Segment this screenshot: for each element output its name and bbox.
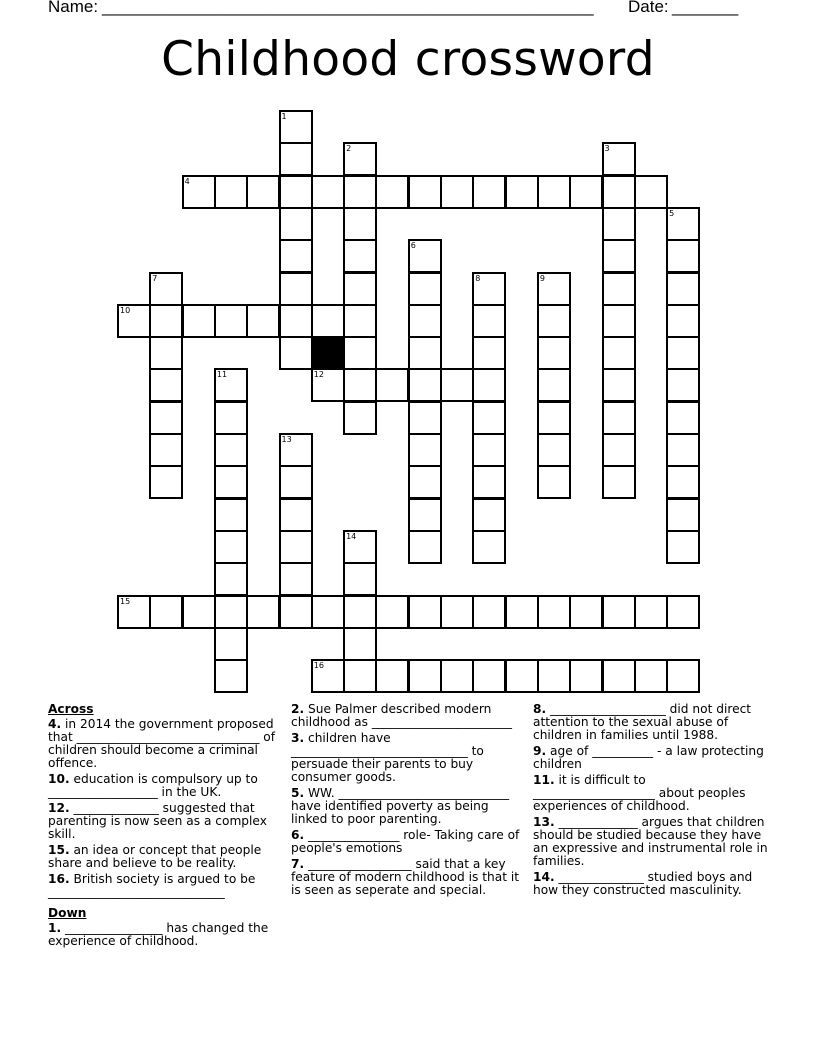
clue-text: WW. ____________________________ have identified poverty as being linked to poor parenting. <box>291 786 510 826</box>
crossword-cell[interactable] <box>537 272 571 306</box>
crossword-cell[interactable] <box>246 304 280 338</box>
crossword-cell[interactable] <box>343 175 377 209</box>
clue-item <box>533 871 771 897</box>
crossword-cell[interactable] <box>472 336 506 370</box>
crossword-cell[interactable] <box>602 272 636 306</box>
clue-number-label: 7 <box>152 273 158 283</box>
crossword-cell[interactable] <box>634 659 668 693</box>
crossword-cell[interactable] <box>666 498 700 532</box>
crossword-cell[interactable] <box>472 659 506 693</box>
clue-item <box>48 718 278 770</box>
crossword-cell[interactable] <box>537 465 571 499</box>
crossword-cell[interactable] <box>602 659 636 693</box>
crossword-cell[interactable] <box>602 336 636 370</box>
clue-number: 14. <box>533 870 555 884</box>
crossword-cell[interactable] <box>472 498 506 532</box>
crossword-cell[interactable] <box>440 659 474 693</box>
crossword-cell[interactable] <box>311 368 345 402</box>
crossword-cell[interactable] <box>279 530 313 564</box>
clue-number-label: 10 <box>120 305 131 315</box>
clue-item <box>48 844 278 870</box>
clue-text: British society is argued to be _____________________________ <box>48 872 256 899</box>
clue-text: ___________________ did not direct attention to the sexual abuse of children in families until 1988. <box>533 702 752 742</box>
clue-number-label: 3 <box>604 144 610 154</box>
crossword-cell[interactable] <box>440 368 474 402</box>
clue-number: 3. <box>291 731 305 745</box>
crossword-cell[interactable] <box>214 595 248 629</box>
clue-item <box>291 703 526 729</box>
clue-number-label: 6 <box>410 241 416 251</box>
crossword-cell[interactable] <box>472 272 506 306</box>
crossword-cell[interactable] <box>343 627 377 661</box>
crossword-cell[interactable] <box>537 336 571 370</box>
crossword-cell[interactable] <box>408 595 442 629</box>
clue-number: 15. <box>48 843 70 857</box>
crossword-cell[interactable] <box>311 175 345 209</box>
crossword-cell[interactable] <box>375 659 409 693</box>
clue-number-label: 12 <box>313 370 324 380</box>
crossword-cell[interactable] <box>182 595 216 629</box>
clue-text: age of __________ - a law protecting children <box>533 744 764 771</box>
crossword-cell[interactable] <box>408 465 442 499</box>
crossword-cell[interactable] <box>375 368 409 402</box>
clue-item <box>533 745 771 771</box>
clue-number-label: 16 <box>313 661 324 671</box>
crossword-cell[interactable] <box>505 659 539 693</box>
clue-item <box>48 773 278 799</box>
crossword-cell[interactable] <box>408 304 442 338</box>
crossword-cell[interactable] <box>666 659 700 693</box>
crossword-cell[interactable] <box>149 368 183 402</box>
clue-item <box>48 802 278 841</box>
date-label: Date: <box>628 0 669 16</box>
crossword-cell[interactable] <box>602 207 636 241</box>
crossword-cell[interactable] <box>214 304 248 338</box>
clue-number-label: 2 <box>346 144 352 154</box>
crossword-cell[interactable] <box>602 239 636 273</box>
crossword-cell[interactable] <box>408 401 442 435</box>
crossword-cell[interactable] <box>343 336 377 370</box>
crossword-cell[interactable] <box>505 175 539 209</box>
crossword-cell[interactable] <box>505 595 539 629</box>
crossword-cell[interactable] <box>666 368 700 402</box>
crossword-cell[interactable] <box>666 336 700 370</box>
clue-number: 13. <box>533 815 555 829</box>
crossword-cell[interactable] <box>214 627 248 661</box>
across-heading: Across <box>48 702 94 716</box>
crossword-cell[interactable] <box>602 142 636 176</box>
crossword-cell[interactable] <box>408 368 442 402</box>
crossword-cell[interactable] <box>408 175 442 209</box>
crossword-cell[interactable] <box>279 498 313 532</box>
crossword-cell[interactable] <box>569 659 603 693</box>
crossword-cell[interactable] <box>117 595 151 629</box>
crossword-cell[interactable] <box>602 465 636 499</box>
crossword-cell[interactable] <box>343 530 377 564</box>
crossword-cell[interactable] <box>311 304 345 338</box>
crossword-cell[interactable] <box>182 304 216 338</box>
clue-text: it is difficult to ____________________ about peoples experiences of childhood. <box>533 773 746 813</box>
clue-text: education is compulsory up to __________________ in the UK. <box>48 772 258 799</box>
crossword-cell[interactable] <box>343 142 377 176</box>
crossword-cell[interactable] <box>472 530 506 564</box>
clue-item <box>291 829 526 855</box>
crossword-cell[interactable] <box>214 498 248 532</box>
crossword-cell[interactable] <box>343 304 377 338</box>
crossword-cell[interactable] <box>537 433 571 467</box>
crossword-cell[interactable] <box>117 304 151 338</box>
crossword-cell[interactable] <box>343 368 377 402</box>
crossword-cell[interactable] <box>149 336 183 370</box>
clue-number: 5. <box>291 786 305 800</box>
crossword-cell[interactable] <box>343 272 377 306</box>
crossword-cell[interactable] <box>666 401 700 435</box>
clue-number-label: 1 <box>281 112 287 121</box>
crossword-cell[interactable] <box>666 272 700 306</box>
crossword-cell[interactable] <box>343 595 377 629</box>
crossword-cell[interactable] <box>343 207 377 241</box>
crossword-cell[interactable] <box>279 272 313 306</box>
clue-number: 10. <box>48 772 70 786</box>
clue-number: 1. <box>48 921 62 935</box>
crossword-cell[interactable] <box>602 175 636 209</box>
crossword-cell[interactable] <box>602 401 636 435</box>
crossword-cell[interactable] <box>149 272 183 306</box>
crossword-cell[interactable] <box>440 175 474 209</box>
crossword-cell[interactable] <box>279 142 313 176</box>
date-field[interactable]: _______ <box>672 0 739 16</box>
clue-text: children have _____________________________ to persuade their parents to buy consumer goods. <box>291 731 484 784</box>
clue-text: ________________ has changed the experience of childhood. <box>48 921 269 948</box>
crossword-cell[interactable] <box>602 433 636 467</box>
crossword-cell[interactable] <box>214 659 248 693</box>
crossword-cell[interactable] <box>537 304 571 338</box>
clue-number-label: 13 <box>281 435 292 444</box>
crossword-cell[interactable] <box>408 530 442 564</box>
crossword-cell[interactable] <box>537 368 571 402</box>
clue-text: an idea or concept that people share and believe to be reality. <box>48 843 262 870</box>
clue-number-label: 4 <box>184 176 190 186</box>
crossword-cell[interactable] <box>537 401 571 435</box>
crossword-cell[interactable] <box>472 175 506 209</box>
clue-number: 2. <box>291 702 305 716</box>
clue-item <box>533 703 771 742</box>
clue-number-label: 15 <box>120 596 131 606</box>
crossword-cell[interactable] <box>214 433 248 467</box>
clue-number-label: 9 <box>539 273 545 283</box>
crossword-cell[interactable] <box>408 498 442 532</box>
crossword-cell[interactable] <box>182 175 216 209</box>
clue-number: 4. <box>48 717 62 731</box>
crossword-cell[interactable] <box>214 465 248 499</box>
clue-text: Sue Palmer described modern childhood as _______________________ <box>291 702 513 729</box>
crossword-cell[interactable] <box>537 595 571 629</box>
name-label: Name: <box>48 0 99 16</box>
crossword-cell[interactable] <box>375 175 409 209</box>
crossword-cell[interactable] <box>343 562 377 596</box>
clue-number: 12. <box>48 801 70 815</box>
clue-text: _______________ role- Taking care of people's emotions <box>291 828 520 855</box>
crossword-cell[interactable] <box>634 595 668 629</box>
crossword-cell[interactable] <box>246 175 280 209</box>
crossword-cell[interactable] <box>149 595 183 629</box>
crossword-cell[interactable] <box>472 368 506 402</box>
clue-item <box>291 858 526 897</box>
crossword-cell[interactable] <box>279 207 313 241</box>
clue-number: 7. <box>291 857 305 871</box>
crossword-cell[interactable] <box>279 562 313 596</box>
crossword-cell[interactable] <box>602 368 636 402</box>
crossword-cell[interactable] <box>279 239 313 273</box>
clue-text: ______________ studied boys and how they constructed masculinity. <box>533 870 753 897</box>
clue-number: 9. <box>533 744 547 758</box>
crossword-cell[interactable] <box>311 595 345 629</box>
clue-item <box>291 732 526 784</box>
crossword-cell[interactable] <box>666 207 700 241</box>
clue-number-label: 14 <box>346 531 357 541</box>
crossword-cell[interactable] <box>537 659 571 693</box>
crossword-cell[interactable] <box>214 530 248 564</box>
clue-text: _____________ argues that children should be studied because they have an expressive and instrumental role in families. <box>533 815 768 868</box>
clue-item <box>533 816 771 868</box>
crossword-cell[interactable] <box>149 304 183 338</box>
crossword-cell[interactable] <box>279 175 313 209</box>
crossword-cell[interactable] <box>472 433 506 467</box>
crossword-cell[interactable] <box>279 433 313 467</box>
crossword-cell[interactable] <box>375 595 409 629</box>
clue-number-label: 5 <box>669 208 675 218</box>
crossword-cell[interactable] <box>472 465 506 499</box>
down-heading: Down <box>48 906 87 920</box>
crossword-cell[interactable] <box>440 595 474 629</box>
clue-number: 11. <box>533 773 555 787</box>
crossword-cell[interactable] <box>666 530 700 564</box>
clue-number: 8. <box>533 702 547 716</box>
crossword-cell[interactable] <box>149 465 183 499</box>
crossword-cell[interactable] <box>214 401 248 435</box>
clues-column-2 <box>291 703 526 900</box>
crossword-cell[interactable] <box>537 175 571 209</box>
crossword-cell[interactable] <box>279 595 313 629</box>
crossword-cell[interactable] <box>279 304 313 338</box>
crossword-cell[interactable] <box>214 175 248 209</box>
clue-text: in 2014 the government proposed that ______________________________ of children should become a criminal offence. <box>48 717 276 770</box>
crossword-cell[interactable] <box>343 239 377 273</box>
crossword-cell[interactable] <box>311 659 345 693</box>
crossword-cell[interactable] <box>408 272 442 306</box>
crossword-cell[interactable] <box>279 336 313 370</box>
crossword-cell[interactable] <box>569 595 603 629</box>
crossword-cell[interactable] <box>472 304 506 338</box>
crossword-cell[interactable] <box>602 304 636 338</box>
clue-text: ______________ suggested that parenting is now seen as a complex skill. <box>48 801 267 841</box>
crossword-cell[interactable] <box>472 595 506 629</box>
clue-number-label: 8 <box>475 273 481 283</box>
crossword-cell[interactable] <box>343 659 377 693</box>
clues-column-3 <box>533 703 771 900</box>
clue-item <box>291 787 526 826</box>
clue-number-label: 11 <box>216 370 228 380</box>
crossword-cell[interactable] <box>666 595 700 629</box>
crossword-cell[interactable] <box>666 239 700 273</box>
crossword-cell[interactable] <box>149 401 183 435</box>
clue-text: _________________ said that a key feature of modern childhood is that it is seen as seperate and special. <box>291 857 520 897</box>
crossword-cell[interactable] <box>279 110 313 144</box>
crossword-cell[interactable] <box>279 465 313 499</box>
crossword-cell[interactable] <box>408 659 442 693</box>
crossword-cell[interactable] <box>343 401 377 435</box>
crossword-cell[interactable] <box>666 465 700 499</box>
crossword-cell[interactable] <box>634 175 668 209</box>
crossword-cell[interactable] <box>602 595 636 629</box>
clue-item <box>533 774 771 813</box>
crossword-cell[interactable] <box>214 562 248 596</box>
clue-item <box>48 873 278 899</box>
clue-item <box>48 922 278 948</box>
crossword-cell[interactable] <box>408 336 442 370</box>
crossword-cell[interactable] <box>666 433 700 467</box>
clue-number: 6. <box>291 828 305 842</box>
crossword-cell[interactable] <box>149 433 183 467</box>
crossword-cell[interactable] <box>408 239 442 273</box>
clues-column-1 <box>48 703 278 951</box>
crossword-cell[interactable] <box>472 401 506 435</box>
crossword-cell[interactable] <box>569 175 603 209</box>
black-square <box>311 336 345 370</box>
name-field[interactable]: ____________________________________________________ <box>102 0 594 16</box>
clue-number: 16. <box>48 872 70 886</box>
crossword-cell[interactable] <box>666 304 700 338</box>
page-title: Childhood crossword <box>161 32 655 87</box>
crossword-cell[interactable] <box>214 368 248 402</box>
crossword-cell[interactable] <box>246 595 280 629</box>
crossword-cell[interactable] <box>408 433 442 467</box>
